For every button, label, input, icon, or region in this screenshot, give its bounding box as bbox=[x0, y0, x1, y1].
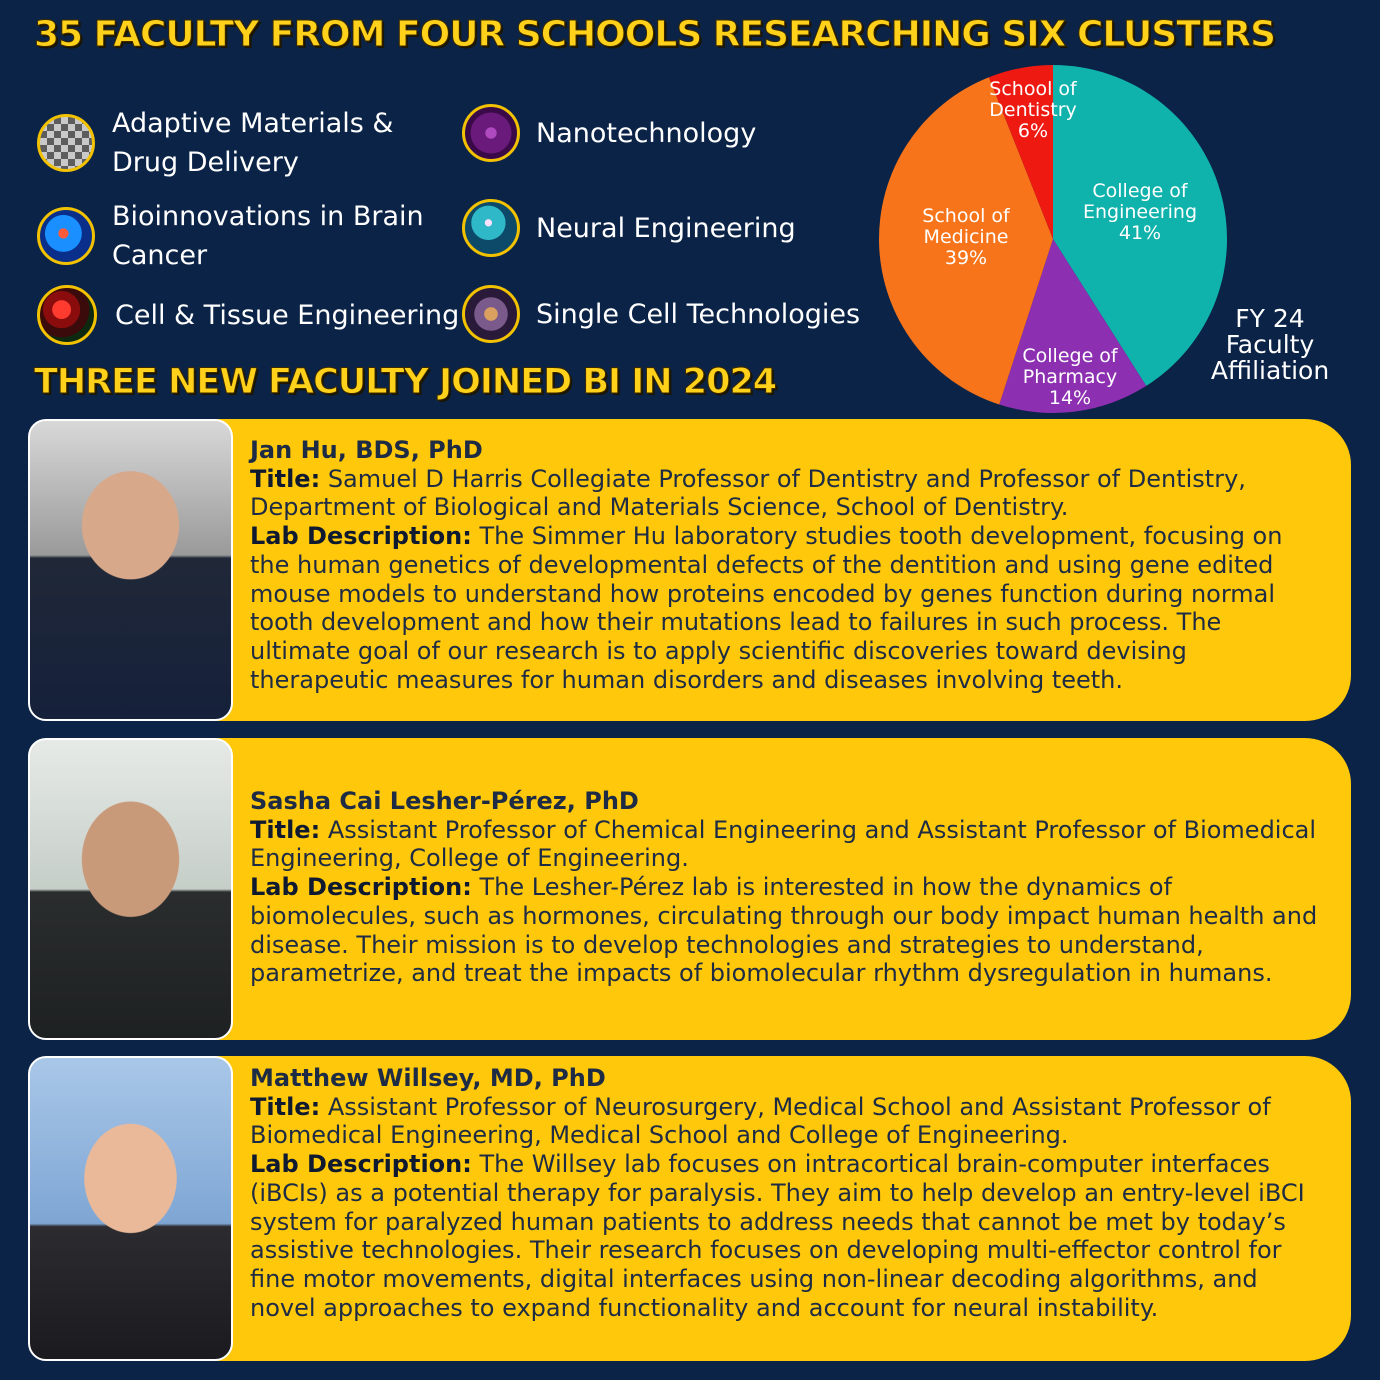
cluster-label: Neural Engineering bbox=[536, 212, 796, 244]
faculty-text bbox=[250, 1064, 1325, 1322]
cluster-cell-tissue bbox=[37, 285, 459, 345]
pie-caption: FY 24 Faculty Affiliation bbox=[1210, 304, 1330, 385]
cluster-label: Cell & Tissue Engineering bbox=[115, 299, 460, 331]
faculty-name: Sasha Cai Lesher-Pérez, PhD bbox=[250, 787, 639, 815]
pie-label: College of Engineering 41% bbox=[1083, 180, 1197, 244]
brain-scan-icon bbox=[37, 207, 95, 265]
title-label: Title: bbox=[250, 464, 321, 493]
adaptive-materials-icon bbox=[37, 114, 95, 172]
faculty-card bbox=[28, 738, 1351, 1040]
cluster-neural-engineering bbox=[462, 199, 796, 257]
lab-description: The Simmer Hu laboratory studies tooth development, focusing on the human genetics of developmental defects of the dentition and using gene edited mouse models to understand how proteins encoded by genes function during normal tooth development and how their mutations lead to failures in such process. The ultimate goal of our research is to apply scientific discoveries toward devising therapeutic measures for human disorders and diseases involving teeth. bbox=[250, 522, 1283, 694]
lab-label: Lab Description: bbox=[250, 522, 472, 551]
title-label: Title: bbox=[250, 815, 321, 844]
faculty-photo bbox=[28, 419, 233, 721]
affiliation-pie-chart bbox=[875, 64, 1235, 414]
faculty-name: Jan Hu, BDS, PhD bbox=[250, 436, 483, 464]
faculty-text bbox=[250, 436, 1325, 694]
title-label: Title: bbox=[250, 1092, 321, 1121]
faculty-title: Samuel D Harris Collegiate Professor of Dentistry and Professor of Dentistry, Department of Biological and Materials Science, School of Dentistry. bbox=[250, 464, 1246, 522]
faculty-card bbox=[28, 1056, 1351, 1361]
lab-label: Lab Description: bbox=[250, 873, 472, 902]
headline-new-faculty: THREE NEW FACULTY JOINED BI IN 2024 bbox=[34, 362, 777, 402]
cluster-single-cell bbox=[462, 285, 860, 343]
pie-label: College of Pharmacy 14% bbox=[1022, 345, 1118, 409]
faculty-name: Matthew Willsey, MD, PhD bbox=[250, 1064, 606, 1092]
faculty-text bbox=[250, 787, 1325, 988]
cluster-label: Adaptive Materials & Drug Delivery bbox=[112, 108, 394, 178]
neuron-icon bbox=[462, 199, 520, 257]
cluster-label: Bioinnovations in Brain Cancer bbox=[112, 201, 424, 271]
faculty-title: Assistant Professor of Chemical Engineering and Assistant Professor of Biomedical Engineering, College of Engineering. bbox=[250, 815, 1317, 873]
faculty-photo bbox=[28, 738, 233, 1040]
pie-label: School of Dentistry 6% bbox=[989, 78, 1077, 142]
pie-label: School of Medicine 39% bbox=[922, 205, 1010, 269]
cluster-nanotechnology bbox=[462, 104, 756, 162]
faculty-photo bbox=[28, 1056, 233, 1361]
lab-description: The Lesher-Pérez lab is interested in how the dynamics of biomolecules, such as hormones, circulating through our body impact human health and disease. Their mission is to develop technologies and strategies to understand, parametrize, and treat the impacts of biomolecular rhythm dysregulation in humans. bbox=[250, 873, 1318, 988]
cluster-label: Single Cell Technologies bbox=[536, 298, 861, 330]
cluster-adaptive-materials bbox=[37, 104, 452, 182]
nanotechnology-icon bbox=[462, 104, 520, 162]
cell-tissue-icon bbox=[37, 285, 97, 345]
single-cell-icon bbox=[462, 285, 520, 343]
headline-clusters: 35 FACULTY FROM FOUR SCHOOLS RESEARCHING SIX CLUSTERS bbox=[34, 14, 1275, 55]
cluster-label: Nanotechnology bbox=[536, 117, 757, 149]
lab-description: The Willsey lab focuses on intracortical brain-computer interfaces (iBCIs) as a potential therapy for paralysis. They aim to help develop an entry-level iBCI system for paralyzed human patients to address needs that cannot be met by today’s assistive technologies. Their research focuses on developing multi-effector control for fine motor movements, digital interfaces using non-linear decoding algorithms, and novel approaches to expand functionality and account for neural instability. bbox=[250, 1150, 1305, 1322]
faculty-title: Assistant Professor of Neurosurgery, Medical School and Assistant Professor of Biomedical Engineering, Medical School and College of Engineering. bbox=[250, 1092, 1271, 1150]
lab-label: Lab Description: bbox=[250, 1150, 472, 1179]
faculty-card bbox=[28, 419, 1351, 721]
cluster-brain-cancer bbox=[37, 197, 432, 275]
